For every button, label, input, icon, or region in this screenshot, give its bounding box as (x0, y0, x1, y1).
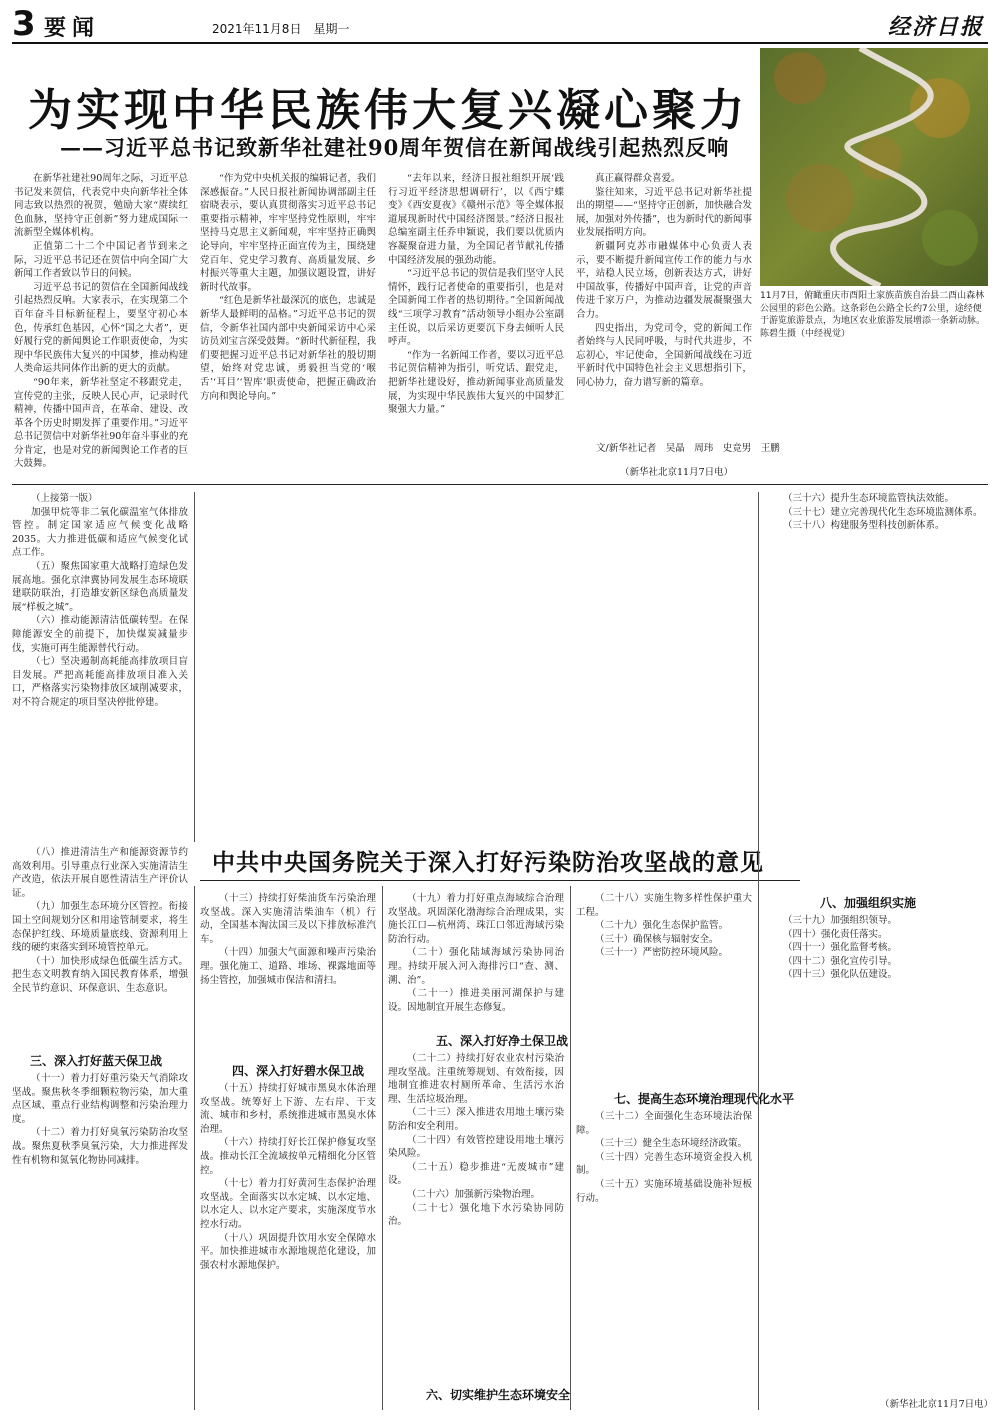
article-paragraph: （五）聚焦国家重大战略打造绿色发展高地。强化京津冀协同发展生态环境联建联防联治，打造雄安新区绿色高质量发展“样板之城”。 (12, 560, 188, 613)
article-paragraph: （三十）确保核与辐射安全。 (595, 933, 719, 945)
main-headline[interactable]: 为实现中华民族伟大复兴凝心聚力 (28, 85, 748, 136)
article-paragraph: （四十一）强化监督考核。 (783, 942, 898, 954)
article-paragraph: （十二）着力打好臭氧污染防治攻坚战。聚焦夏秋季臭氧污染，大力推进挥发性有机物和氮氧化物协同减排。 (12, 1127, 188, 1166)
article-paragraph: （九）加强生态环境分区管控。衔接国土空间规划分区和用途管制要求，将生态保护红线、环境质量底线、资源利用上线的硬约束落实到环境管控单元。 (12, 901, 188, 954)
article-paragraph: （二十）强化陆域海域污染协同治理。持续开展入河入海排污口“查、测、溯、治”。 (388, 947, 564, 986)
article-paragraph: （三十五）实施环境基础设施补短板行动。 (576, 1178, 752, 1204)
bottom-col-2-top (200, 892, 376, 1062)
sub-headline: ——习近平总书记致新华社建社90周年贺信在新闻战线引起热烈反响 (60, 135, 730, 160)
article-paragraph: （三十一）严密防控环境风险。 (595, 947, 729, 959)
title-rule (200, 880, 800, 881)
article-paragraph: （二十七）强化地下水污染协同防治。 (388, 1202, 564, 1228)
article-paragraph: （三十二）全面强化生态环境法治保障。 (576, 1111, 752, 1136)
article-paragraph: “去年以来，经济日报社组织开展‘践行习近平经济思想调研行’，以《西宁蝶变》《西安夏夜》《赣州示范》等全媒体报道展现新时代中国经济图景。”经济日报社总编室副主任乔申颖说，我们要以优质内容凝聚奋进力量，为全国记者节献礼传播中国经济发展的强劲动能。 (388, 173, 564, 266)
article-paragraph: （二十八）实施生物多样性保护重大工程。 (576, 893, 752, 918)
top-article-col-4 (576, 172, 752, 436)
column-rule (382, 886, 383, 1410)
article-paragraph: （四十三）强化队伍建设。 (783, 969, 898, 981)
article-paragraph: （十一）着力打好重污染天气消除攻坚战。聚焦秋冬季细颗粒物污染，加大重点区域、重点行业结构调整和污染治理力度。 (12, 1073, 188, 1125)
continued-marker: （上接第一版） (31, 493, 98, 504)
newspaper-logo: 经济日报 (887, 14, 984, 40)
article-paragraph: 习近平总书记的贺信在全国新闻战线引起热烈反响。大家表示，在实现第二个百年奋斗目标新征程上，要坚守初心本色，传承红色基因，心怀“国之大者”，更好履行党的新闻舆论工作职责使命，为实现中华民族伟大复兴的中国梦，推动构建人类命运共同体作出新的更大的贡献。 (14, 281, 188, 375)
article-paragraph: “红色是新华社最深沉的底色，忠诚是新华人最鲜明的品格。”习近平总书记的贺信，令新华社国内部中央新闻采访中心采访员刘宝言深受鼓舞。“新时代新征程，我们要把握习近平总书记对新华社的殷切期望，始终对党忠诚，勇毅担当党的‘喉舌’‘耳目’‘智库’职责使命，把握正确政治方向和舆论导向。” (200, 295, 376, 402)
article-paragraph: 在新华社建社90周年之际，习近平总书记发来贺信，代表党中央向新华社全体同志致以热烈的祝贺，勉励大家“赓续红色血脉，坚持守正创新”努力建成国际一流新型全媒体机构。 (14, 173, 188, 239)
top-article-col-1 (14, 172, 188, 476)
bottom-col-4-bottom (576, 1110, 752, 1408)
article-paragraph: （二十三）深入推进农用地土壤污染防治和安全利用。 (388, 1107, 564, 1132)
document-title[interactable]: 中共中央国务院关于深入打好污染防治攻坚战的意见 (212, 850, 764, 876)
article-paragraph: （十四）加强大气面源和噪声污染治理。强化施工、道路、堆场、裸露地面等扬尘管控，加强城市保洁和清扫。 (200, 947, 376, 986)
section-name: 要闻 (44, 16, 101, 41)
article-paragraph: （十）加快形成绿色低碳生活方式。把生态文明教育纳入国民教育体系，增强全民节约意识、环保意识、生态意识。 (12, 955, 188, 994)
article-paragraph: （二十二）持续打好农业农村污染治理攻坚战。注重统筹规划、有效衔接，因地制宜推进农村厕所革命、生活污水治理、生活垃圾治理。 (388, 1053, 564, 1105)
article-paragraph: （四十）强化责任落实。 (783, 928, 888, 940)
page-number: 3 (12, 4, 36, 44)
bottom-col-5-top (764, 492, 988, 892)
section-heading-8: 八、加强组织实施 (820, 896, 917, 910)
article-paragraph: （十三）持续打好柴油货车污染治理攻坚战。深入实施清洁柴油车（机）行动，全国基本淘汰国三及以下排放标准汽车。 (200, 893, 376, 945)
article-paragraph: （六）推动能源清洁低碳转型。在保障能源安全的前提下，加快煤炭减量步伐，实施可再生能源替代行动。 (12, 615, 188, 654)
article-paragraph: “90年来，新华社坚定不移跟党走，宣传党的主张，反映人民心声，记录时代精神，传播中国声音，在革命、建设、改革各个历史时期发挥了重要作用。”习近平总书记贺信中对新华社90年奋斗事业的充分肯定，也是对党的新闻舆论工作者的巨大鼓舞。 (14, 376, 188, 470)
article-paragraph: 鉴往知来，习近平总书记对新华社提出的期望——“坚持守正创新，加快融合发展，加强对外传播”，也为新时代的新闻事业发展指明方向。 (576, 186, 752, 239)
bottom-col-1-bottom (12, 1072, 188, 1408)
column-rule (194, 886, 195, 1410)
masthead (12, 4, 988, 44)
article-paragraph: （十六）持续打好长江保护修复攻坚战。推动长江全流域按单元精细化分区管控。 (200, 1137, 376, 1176)
top-article-col-2 (200, 172, 376, 476)
article-paragraph: （二十九）强化生态保护监管。 (595, 920, 729, 932)
bottom-col-3-mid (388, 1052, 564, 1378)
article-paragraph: （三十九）加强组织领导。 (783, 915, 898, 926)
section-heading-5: 五、深入打好净土保卫战 (436, 1034, 569, 1048)
article-paragraph: （十五）持续打好城市黑臭水体治理攻坚战。统筹好上下游、左右岸、干支流、城市和乡村，系统推进城市黑臭水体治理。 (200, 1083, 376, 1135)
article-paragraph: （七）坚决遏制高耗能高排放项目盲目发展。严把高耗能高排放项目准入关口，严格落实污染物排放区域削减要求，对不符合规定的项目坚决停批停建。 (12, 656, 188, 708)
section-heading-6: 六、切实维护生态环境安全 (426, 1388, 571, 1402)
article-paragraph: （八）推进清洁生产和能源资源节约高效利用。引导重点行业深入实施清洁生产改造，依法开展自愿性清洁生产评价认证。 (12, 847, 188, 899)
bottom-col-5-bottom (764, 914, 988, 1384)
article-paragraph: （二十六）加强新污染物治理。 (407, 1188, 541, 1200)
section-heading-4: 四、深入打好碧水保卫战 (232, 1064, 365, 1078)
article-paragraph: （四十二）强化宣传引导。 (783, 955, 898, 967)
article-paragraph: 正值第二十二个中国记者节到来之际，习近平总书记还在贺信中向全国广大新闻工作者致以节日的问候。 (14, 240, 188, 280)
article-paragraph: “习近平总书记的贺信是我们坚守人民情怀，践行记者使命的重要指引，也是对全国新闻工作者的热切期待。”全国新闻战线“三项学习教育”活动领导小组办公室副主任说，以后采访更要沉下身去倾听人民呼声。 (388, 268, 564, 348)
bottom-col-1-top (12, 492, 188, 842)
column-rule (194, 492, 195, 842)
section-divider (12, 484, 988, 485)
article-paragraph: （十七）着力打好黄河生态保护治理攻坚战。全面落实以水定城、以水定地、以水定人、以水定产要求，实施深度节水控水行动。 (200, 1178, 376, 1230)
issue-date: 2021年11月8日 星期一 (212, 22, 350, 36)
article-paragraph: （二十一）推进美丽河湖保护与建设。因地制宜开展生态修复。 (388, 988, 564, 1013)
photo-caption: 11月7日，俯瞰重庆市酉阳土家族苗族自治县二酉山森林公园里的彩色公路。这条彩色公路全长约7公里，途经便于游览旅游景点，为地区农业旅游发展增添一条新动脉。 陈碧生摄（中经视觉） (760, 291, 990, 339)
article-paragraph: （三十四）完善生态环境资金投入机制。 (576, 1151, 752, 1177)
article-paragraph: 新疆阿克苏市融媒体中心负责人表示，要不断提升新闻宣传工作的能力与水平，站稳人民立场，创新表达方式，讲好中国故事，传播好中国声音，让党的声音传进千家万户，为推动边疆发展凝聚强大合力。 (576, 240, 752, 320)
bottom-col-2-bottom (200, 1082, 376, 1408)
column-rule (570, 886, 571, 1410)
article-paragraph: 四史指出，为党司令，党的新闻工作者始终与人民同呼吸，与时代共进步，不忘初心，牢记使命，全国新闻战线在习近平新时代中国特色社会主义思想指引下，同心协力，奋力谱写新的篇章。 (576, 322, 752, 388)
article-paragraph: （十九）着力打好重点海域综合治理攻坚战。巩固深化渤海综合治理成果，实施长江口—杭州湾、珠江口邻近海域污染防治行动。 (388, 893, 564, 945)
article-paragraph: （三十七）建立完善现代化生态环境监测体系。 (783, 506, 983, 518)
article-paragraph: （二十四）有效管控建设用地土壤污染风险。 (388, 1134, 564, 1160)
article-paragraph: “作为一名新闻工作者，要以习近平总书记贺信精神为指引，听党话、跟党走，把新华社建设好，推动新闻事业高质量发展，为实现中华民族伟大复兴的中国梦汇聚强大力量。” (388, 349, 564, 416)
top-article-col-3 (388, 172, 564, 476)
road-aerial-photo (760, 48, 988, 286)
source-line: （新华社北京11月7日电） (880, 1399, 994, 1410)
source-line: （新华社北京11月7日电） (620, 467, 734, 478)
article-paragraph: 加强甲烷等非二氧化碳温室气体排放管控。制定国家适应气候变化战略2035。大力推进低碳和适应气候变化试点工作。 (12, 506, 188, 559)
section-heading-7: 七、提高生态环境治理现代化水平 (614, 1092, 795, 1106)
section-heading-3: 三、深入打好蓝天保卫战 (30, 1054, 163, 1068)
column-rule (758, 492, 759, 1410)
article-paragraph: “作为党中央机关报的编辑记者，我们深感振奋。”人民日报社新闻协调部副主任宿晓表示，要认真贯彻落实习近平总书记重要指示精神，牢牢坚持党性原则，牢牢坚持马克思主义新闻观，牢牢坚持正确舆论导向，牢牢坚持正面宣传为主，围绕建党百年、党史学习教育、高质量发展、乡村振兴等重大主题，加强议题设置，讲好新时代故事。 (200, 173, 376, 293)
byline: 文/新华社记者 吴晶 周玮 史竞男 王鹏 (596, 443, 780, 454)
article-paragraph: （十八）巩固提升饮用水安全保障水平。加快推进城市水源地规范化建设，加强农村水源地保护。 (200, 1232, 376, 1271)
article-paragraph: （二十五）稳步推进“无废城市”建设。 (388, 1161, 564, 1187)
article-paragraph: （三十三）健全生态环境经济政策。 (595, 1138, 748, 1150)
article-paragraph: （三十六）提升生态环境监管执法效能。 (783, 493, 955, 504)
article-paragraph: （三十八）构建服务型科技创新体系。 (783, 520, 945, 532)
article-paragraph: 真正赢得群众喜爱。 (595, 173, 681, 184)
bottom-col-1-mid (12, 846, 188, 1046)
bottom-col-4-top (576, 892, 752, 1082)
